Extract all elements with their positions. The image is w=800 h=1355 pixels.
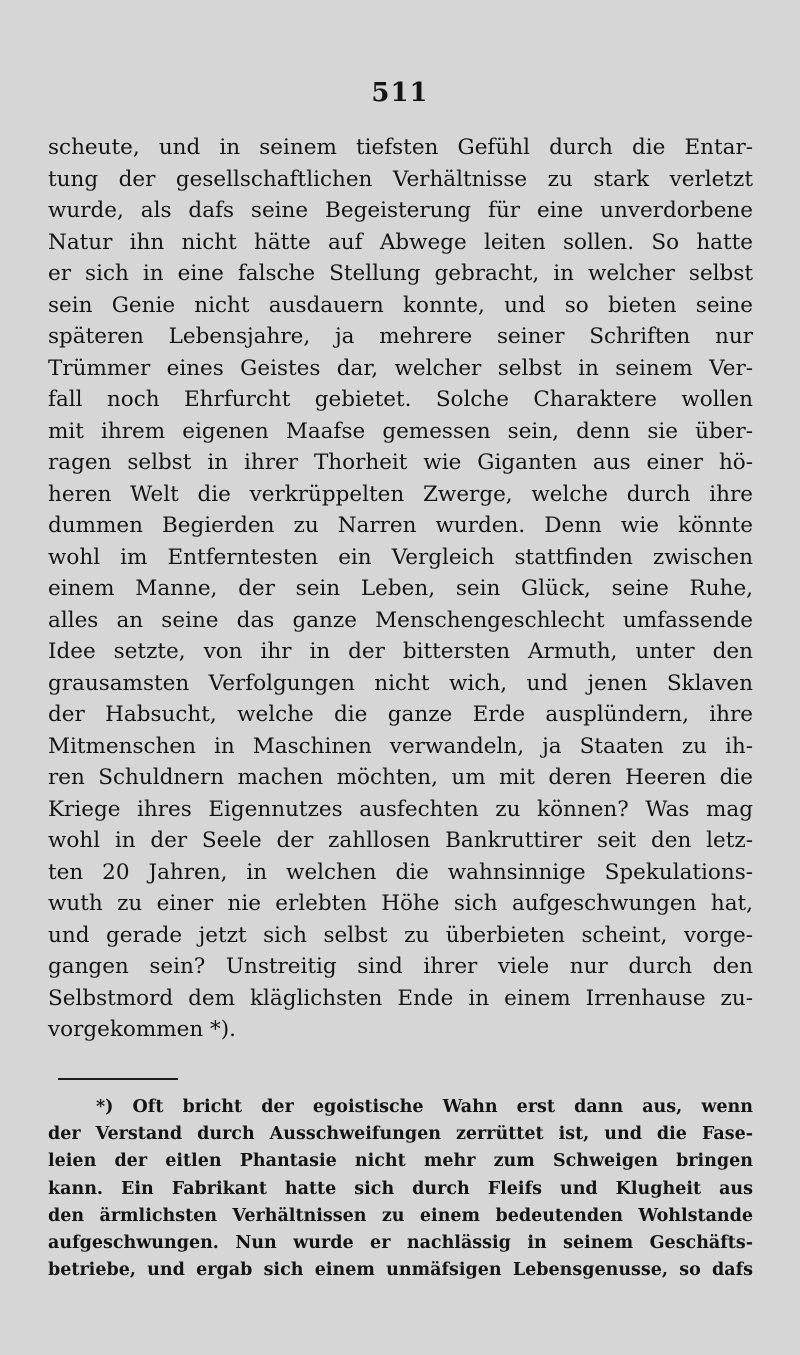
- footnote-line: der Verstand durch Ausschweifungen zerrüttet ist, und die Fase-: [48, 1124, 753, 1145]
- text-line: Kriege ihres Eigennutzes ausfechten zu können? Was mag: [48, 796, 753, 822]
- text-line: ren Schuldnern machen möchten, um mit deren Heeren die: [48, 765, 753, 790]
- text-line: Natur ihn nicht hätte auf Abwege leiten sollen. So hatte: [48, 229, 753, 255]
- text-line: er sich in eine falsche Stellung gebracht, in welcher selbst: [48, 261, 753, 286]
- text-line: und gerade jetzt sich selbst zu überbieten scheint, vorge-: [48, 922, 753, 948]
- footnote-line: kann. Ein Fabrikant hatte sich durch Fleifs und Klugheit aus: [48, 1178, 753, 1199]
- footnote-separator: [58, 1078, 178, 1080]
- footnote-line: leien der eitlen Phantasie nicht mehr zum Schweigen bringen: [48, 1151, 753, 1172]
- text-line: der Habsucht, welche die ganze Erde ausplündern, ihre: [48, 702, 753, 727]
- text-line: grausamsten Verfolgungen nicht wich, und jenen Sklaven: [48, 670, 753, 696]
- text-line: wohl in der Seele der zahllosen Bankruttirer seit den letz-: [48, 828, 753, 853]
- footnote-line: aufgeschwungen. Nun wurde er nachlässig in seinem Geschäfts-: [48, 1232, 753, 1253]
- text-line: heren Welt die verkrüppelten Zwerge, welche durch ihre: [48, 481, 753, 507]
- text-line: wohl im Entferntesten ein Vergleich stattfinden zwischen: [48, 544, 753, 570]
- footnote-line: den ärmlichsten Verhältnissen zu einem bedeutenden Wohlstande: [48, 1205, 753, 1226]
- text-line: Selbstmord dem kläglichsten Ende in einem Irrenhause zu-: [48, 985, 753, 1011]
- text-line: wuth zu einer nie erlebten Höhe sich aufgeschwungen hat,: [48, 891, 753, 916]
- text-line: vorgekommen *).: [48, 1017, 236, 1042]
- text-line: fall noch Ehrfurcht gebietet. Solche Charaktere wollen: [48, 387, 753, 412]
- text-line: Trümmer eines Geistes dar, welcher selbst in seinem Ver-: [48, 355, 753, 381]
- page-number: 511: [371, 78, 429, 108]
- footnote: [48, 1094, 753, 1284]
- text-line: wurde, als dafs seine Begeisterung für eine unverdorbene: [48, 198, 753, 223]
- text-line: einem Manne, der sein Leben, sein Glück, seine Ruhe,: [48, 576, 753, 601]
- text-line: ten 20 Jahren, in welchen die wahnsinnige Spekulations-: [48, 859, 753, 885]
- main-text: [48, 132, 753, 1046]
- text-line: alles an seine das ganze Menschengeschlecht umfassende: [48, 607, 753, 633]
- footnote-line: *) Oft bricht der egoistische Wahn erst dann aus, wenn: [96, 1097, 753, 1117]
- text-line: sein Genie nicht ausdauern konnte, und so bieten seine: [48, 292, 753, 318]
- text-line: späteren Lebensjahre, ja mehrere seiner Schriften nur: [48, 324, 753, 349]
- footnote-line: betriebe, und ergab sich einem unmäfsigen Lebensgenusse, so dafs: [48, 1260, 753, 1281]
- text-line: scheute, und in seinem tiefsten Gefühl durch die Entar-: [48, 135, 753, 160]
- text-line: mit ihrem eigenen Maafse gemessen sein, denn sie über-: [48, 418, 753, 444]
- text-line: tung der gesellschaftlichen Verhältnisse zu stark verletzt: [48, 166, 753, 192]
- text-line: Mitmenschen in Maschinen verwandeln, ja Staaten zu ih-: [48, 733, 753, 759]
- text-line: Idee setzte, von ihr in der bittersten Armuth, unter den: [48, 639, 753, 664]
- text-line: ragen selbst in ihrer Thorheit wie Giganten aus einer hö-: [48, 450, 753, 475]
- text-line: gangen sein? Unstreitig sind ihrer viele nur durch den: [48, 954, 753, 979]
- text-line: dummen Begierden zu Narren wurden. Denn wie könnte: [48, 513, 753, 538]
